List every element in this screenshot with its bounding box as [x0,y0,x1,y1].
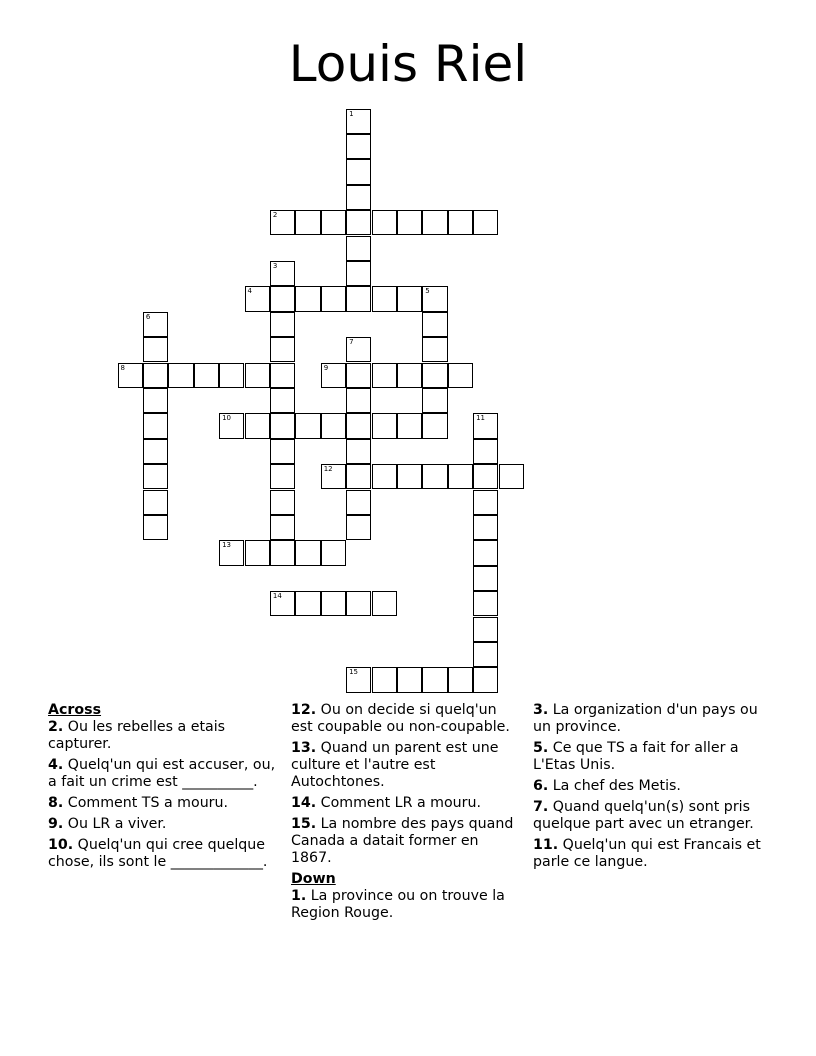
grid-cell[interactable] [473,540,498,565]
clue-number: 1 [349,109,354,118]
grid-cell[interactable] [397,363,422,388]
down-clue-3: 3. La organization d'un pays ou un province. [533,702,758,735]
grid-cell[interactable] [295,540,320,565]
clues-column-1 [48,702,278,875]
clues-column-2 [291,702,521,926]
grid-cell[interactable] [372,210,397,235]
grid-cell[interactable] [473,566,498,591]
grid-cell[interactable] [295,413,320,438]
grid-cell[interactable] [270,591,295,616]
across-clue-15: 15. La nombre des pays quand Canada a datait former en 1867. [291,816,514,866]
down-clue-1: 1. La province ou on trouve la Region Rouge. [291,888,505,921]
grid-cell[interactable] [219,540,244,565]
grid-cell[interactable] [473,617,498,642]
grid-cell[interactable] [270,286,295,311]
grid-cell[interactable] [473,464,498,489]
clue-number: 3 [272,261,278,270]
grid-cell[interactable] [143,337,168,362]
clue-number: 9 [323,363,329,372]
across-clue-10: 10. Quelq'un qui cree quelque chose, ils sont le _____________. [48,837,268,870]
grid-cell[interactable] [245,363,270,388]
grid-cell[interactable] [321,210,346,235]
grid-cell[interactable] [346,515,371,540]
grid-cell[interactable] [270,490,295,515]
grid-cell[interactable] [270,515,295,540]
clue-number: 2 [272,211,278,220]
grid-cell[interactable] [143,515,168,540]
grid-cell[interactable] [422,210,447,235]
grid-cell[interactable] [473,210,498,235]
grid-cell[interactable] [168,363,193,388]
grid-cell[interactable] [422,337,447,362]
grid-cell[interactable] [346,591,371,616]
down-clue-6: 6. La chef des Metis. [533,778,681,794]
grid-cell[interactable] [270,464,295,489]
clues-column-3 [533,702,763,875]
grid-cell[interactable] [473,667,498,692]
grid-cell[interactable] [346,185,371,210]
grid-cell[interactable] [295,210,320,235]
grid-cell[interactable] [422,363,447,388]
grid-cell[interactable] [397,210,422,235]
grid-cell[interactable] [143,413,168,438]
grid-cell[interactable] [448,667,473,692]
grid-cell[interactable] [270,439,295,464]
clue-number: 5 [425,287,430,296]
clue-number: 11 [476,414,486,423]
grid-cell[interactable] [422,464,447,489]
clue-number: 8 [120,363,125,372]
grid-cell[interactable] [346,439,371,464]
grid-cell[interactable] [321,591,346,616]
grid-cell[interactable] [270,312,295,337]
grid-cell[interactable] [397,464,422,489]
grid-cell[interactable] [346,261,371,286]
grid-cell[interactable] [372,591,397,616]
grid-cell[interactable] [346,109,371,134]
grid-cell[interactable] [346,210,371,235]
across-heading: Across [48,702,102,718]
grid-cell[interactable] [397,286,422,311]
grid-cell[interactable] [321,413,346,438]
grid-cell[interactable] [473,642,498,667]
grid-cell[interactable] [270,388,295,413]
grid-cell[interactable] [372,667,397,692]
grid-cell[interactable] [346,236,371,261]
grid-cell[interactable] [219,363,244,388]
grid-cell[interactable] [270,413,295,438]
grid-cell[interactable] [295,286,320,311]
grid-cell[interactable] [473,515,498,540]
grid-cell[interactable] [346,464,371,489]
across-clue-12: 12. Ou on decide si quelq'un est coupable ou non-coupable. [291,702,510,735]
clue-number: 10 [222,414,232,423]
grid-cell[interactable] [143,363,168,388]
grid-cell[interactable] [270,540,295,565]
clue-number: 6 [145,312,151,321]
grid-cell[interactable] [473,413,498,438]
down-clue-7: 7. Quand quelq'un(s) sont pris quelque part avec un etranger. [533,799,754,832]
grid-cell[interactable] [321,540,346,565]
grid-cell[interactable] [448,464,473,489]
grid-cell[interactable] [270,337,295,362]
grid-cell[interactable] [372,413,397,438]
across-clue-2: 2. Ou les rebelles a etais capturer. [48,719,226,752]
down-heading: Down [291,871,336,887]
grid-cell[interactable] [397,667,422,692]
grid-cell[interactable] [346,337,371,362]
grid-cell[interactable] [473,439,498,464]
grid-cell[interactable] [270,261,295,286]
across-clue-14: 14. Comment LR a mouru. [291,795,481,811]
grid-cell[interactable] [473,591,498,616]
grid-cell[interactable] [397,413,422,438]
across-clue-4: 4. Quelq'un qui est accuser, ou, a fait un crime est __________. [48,757,276,790]
grid-cell[interactable] [194,363,219,388]
clue-number: 12 [323,465,333,474]
grid-cell[interactable] [346,286,371,311]
down-clue-5: 5. Ce que TS a fait for aller a L'Etas Unis. [533,740,739,773]
clue-number: 7 [349,338,354,347]
grid-cell[interactable] [473,490,498,515]
grid-cell[interactable] [346,667,371,692]
grid-cell[interactable] [143,464,168,489]
grid-cell[interactable] [372,363,397,388]
grid-cell[interactable] [448,210,473,235]
clue-number: 4 [247,287,252,296]
puzzle-title: Louis Riel [288,35,528,93]
across-clue-13: 13. Quand un parent est une culture et l'autre est Autochtones. [291,740,499,790]
grid-cell[interactable] [143,312,168,337]
grid-cell[interactable] [346,363,371,388]
grid-cell[interactable] [422,388,447,413]
grid-cell[interactable] [422,413,447,438]
grid-cell[interactable] [295,591,320,616]
down-clue-11: 11. Quelq'un qui est Francais et parle ce langue. [533,837,761,870]
grid-cell[interactable] [372,286,397,311]
grid-cell[interactable] [321,464,346,489]
grid-cell[interactable] [422,667,447,692]
grid-cell[interactable] [372,464,397,489]
grid-cell[interactable] [422,312,447,337]
grid-cell[interactable] [118,363,143,388]
clue-number: 15 [349,668,359,677]
grid-cell[interactable] [143,490,168,515]
grid-cell[interactable] [346,388,371,413]
grid-cell[interactable] [321,363,346,388]
across-clue-9: 9. Ou LR a viver. [48,816,167,832]
grid-cell[interactable] [499,464,524,489]
grid-cell[interactable] [270,363,295,388]
grid-cell[interactable] [422,286,447,311]
clue-number: 13 [222,541,232,550]
across-clue-8: 8. Comment TS a mouru. [48,795,229,811]
grid-cell[interactable] [346,413,371,438]
grid-cell[interactable] [245,286,270,311]
grid-cell[interactable] [143,388,168,413]
grid-cell[interactable] [245,413,270,438]
grid-cell[interactable] [143,439,168,464]
grid-cell[interactable] [346,159,371,184]
grid-cell[interactable] [219,413,244,438]
grid-cell[interactable] [321,286,346,311]
grid-cell[interactable] [270,210,295,235]
grid-cell[interactable] [346,490,371,515]
clue-number: 14 [272,592,282,601]
grid-cell[interactable] [346,134,371,159]
grid-cell[interactable] [245,540,270,565]
grid-cell[interactable] [448,363,473,388]
